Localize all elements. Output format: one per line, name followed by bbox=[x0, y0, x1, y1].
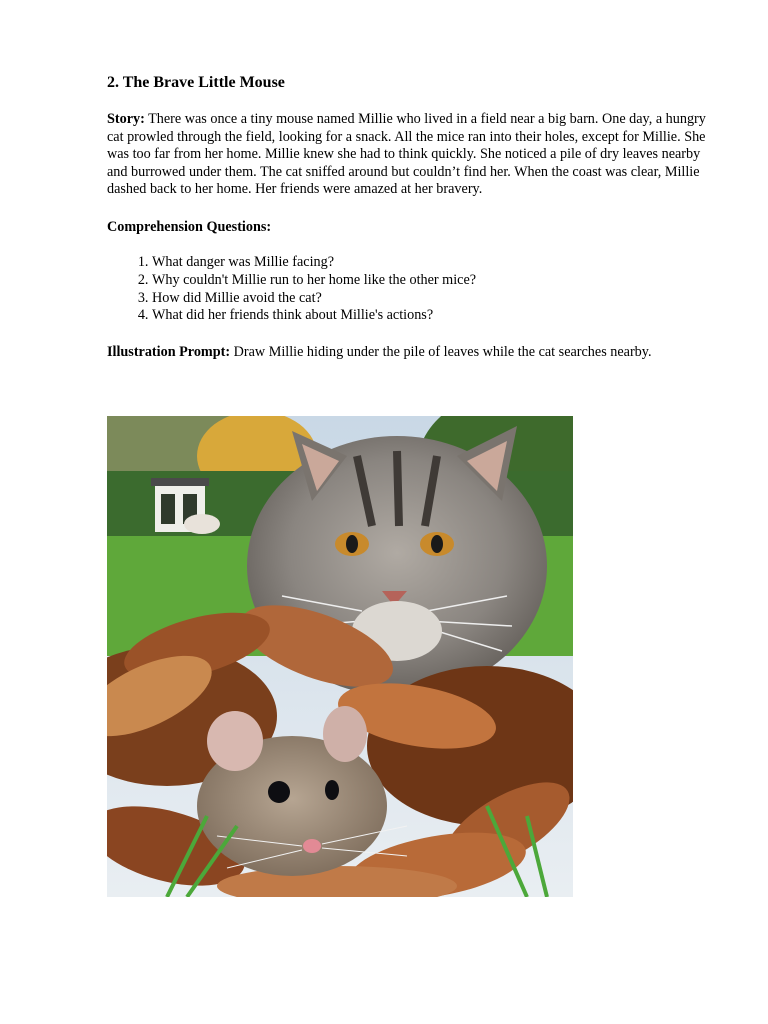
story-paragraph bbox=[107, 111, 707, 199]
story-label: Story: bbox=[107, 111, 145, 127]
story-heading: 2. The Brave Little Mouse bbox=[107, 74, 285, 91]
illustration-prompt-text: Draw Millie hiding under the pile of leaves while the cat searches nearby. bbox=[233, 344, 652, 360]
questions-list bbox=[107, 254, 476, 325]
illustration-prompt bbox=[107, 343, 707, 361]
cat-and-mouse-illustration bbox=[107, 416, 573, 897]
illustration-prompt-label: Illustration Prompt: bbox=[107, 344, 231, 360]
question-item: 1. What danger was Millie facing? bbox=[152, 254, 476, 272]
questions-heading: Comprehension Questions: bbox=[107, 219, 272, 235]
illustration-image bbox=[107, 416, 573, 897]
question-item: 3. How did Millie avoid the cat? bbox=[152, 290, 476, 308]
story-text: There was once a tiny mouse named Millie who lived in a field near a big barn. One day, a hungry cat prowled through the field, looking for a snack. All the mice ran into their holes, except for Millie. She was too far from her home. Millie knew she had to think quickly. She noticed a pile of dry leaves nearby and burrowed under them. The cat sniffed around but couldn’t find her. When the coast was clear, Millie dashed back to her home. Her friends were amazed at her bravery. bbox=[107, 111, 706, 198]
dog-icon bbox=[184, 514, 220, 534]
question-item: 2. Why couldn't Millie run to her home like the other mice? bbox=[152, 272, 476, 290]
question-item: 4. What did her friends think about Millie's actions? bbox=[152, 307, 476, 325]
